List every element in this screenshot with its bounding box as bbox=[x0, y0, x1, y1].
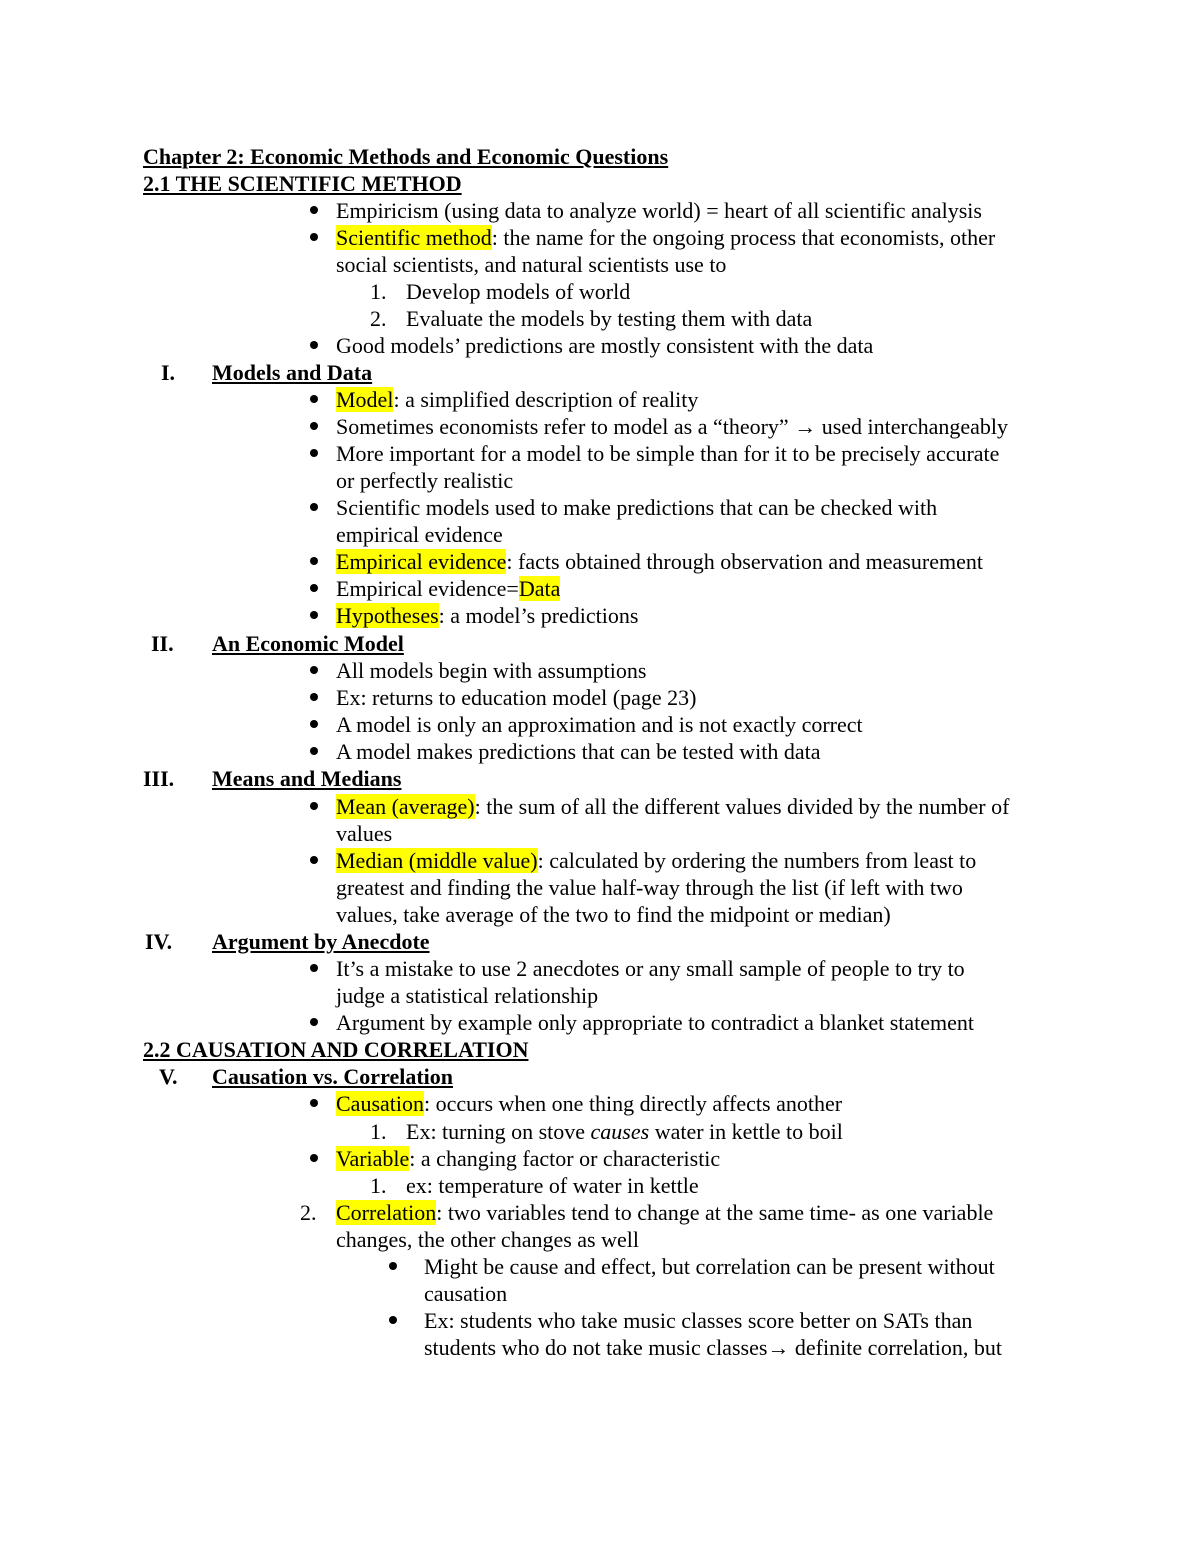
section-2-1-heading-line bbox=[0, 170, 1200, 197]
bullet-icon bbox=[310, 584, 318, 592]
bullet-icon bbox=[389, 1262, 397, 1270]
item-text: Develop models of world bbox=[406, 279, 631, 304]
item-text bbox=[406, 1118, 843, 1145]
bullet-icon bbox=[310, 503, 318, 511]
list-item-continuation bbox=[0, 1280, 1200, 1307]
list-item bbox=[0, 440, 1200, 467]
bullet-icon bbox=[310, 422, 318, 430]
section-heading-line bbox=[0, 1063, 1200, 1090]
bullet-text: Argument by example only appropriate to contradict a blanket statement bbox=[336, 1010, 974, 1035]
section-heading-line bbox=[0, 359, 1200, 386]
list-item bbox=[0, 738, 1200, 765]
bullet-icon bbox=[310, 557, 318, 565]
continuation-text: changes, the other changes as well bbox=[336, 1227, 639, 1252]
list-item bbox=[0, 657, 1200, 684]
text-part: Ex: turning on stove bbox=[406, 1119, 591, 1144]
continuation-text: empirical evidence bbox=[336, 522, 503, 547]
arrow-icon: → bbox=[794, 414, 817, 439]
bullet-text: Ex: students who take music classes score better on SATs than bbox=[424, 1308, 973, 1333]
highlighted-term: Data bbox=[518, 576, 561, 601]
item-number: 1. bbox=[370, 1119, 387, 1144]
bullet-icon bbox=[310, 1018, 318, 1026]
roman-numeral: II. bbox=[151, 631, 174, 656]
bullet-text bbox=[336, 575, 560, 602]
highlighted-term: Scientific method bbox=[336, 225, 492, 250]
list-item-continuation bbox=[0, 901, 1200, 928]
bullet-icon bbox=[310, 964, 318, 972]
sub-list-item bbox=[0, 1307, 1200, 1334]
text-part: students who do not take music classes bbox=[424, 1335, 768, 1360]
continuation-text bbox=[424, 1334, 1002, 1361]
list-item bbox=[0, 1145, 1200, 1172]
doc-title-line bbox=[0, 143, 1200, 170]
list-item bbox=[0, 575, 1200, 602]
definition-text: : facts obtained through observation and measurement bbox=[506, 549, 983, 574]
roman-numeral: V. bbox=[159, 1064, 178, 1089]
bullet-icon bbox=[310, 720, 318, 728]
highlighted-term: Model bbox=[336, 387, 394, 412]
continuation-text: values bbox=[336, 821, 393, 846]
numbered-item bbox=[0, 1199, 1200, 1226]
bullet-text bbox=[336, 1090, 842, 1117]
numbered-item bbox=[0, 1172, 1200, 1199]
list-item bbox=[0, 548, 1200, 575]
bullet-icon bbox=[389, 1316, 397, 1324]
bullet-text: A model is only an approximation and is not exactly correct bbox=[336, 712, 863, 737]
bullet-text bbox=[336, 386, 698, 413]
list-item bbox=[0, 793, 1200, 820]
continuation-text: causation bbox=[424, 1281, 508, 1306]
bullet-text bbox=[336, 602, 638, 629]
section-heading: Means and Medians bbox=[212, 766, 402, 791]
definition-text: : the sum of all the different values divided by the number of bbox=[474, 794, 1010, 819]
italic-text: causes bbox=[590, 1119, 650, 1144]
item-text: Evaluate the models by testing them with data bbox=[406, 306, 813, 331]
continuation-text: judge a statistical relationship bbox=[336, 983, 599, 1008]
list-item bbox=[0, 684, 1200, 711]
sub-list-item bbox=[0, 1253, 1200, 1280]
bullet-text: Good models’ predictions are mostly consistent with the data bbox=[336, 333, 874, 358]
list-item-continuation bbox=[0, 874, 1200, 901]
highlighted-term: Mean (average) bbox=[336, 794, 475, 819]
bullet-text bbox=[336, 847, 976, 874]
numbered-item bbox=[0, 1118, 1200, 1145]
highlighted-term: Variable bbox=[336, 1146, 410, 1171]
roman-numeral: III. bbox=[143, 766, 175, 791]
arrow-icon: → bbox=[767, 1335, 790, 1360]
bullet-text bbox=[336, 224, 995, 251]
list-item-continuation bbox=[0, 820, 1200, 847]
bullet-icon bbox=[310, 341, 318, 349]
section-heading: Argument by Anecdote bbox=[212, 929, 430, 954]
section-heading: Causation vs. Correlation bbox=[212, 1064, 453, 1089]
continuation-text: values, take average of the two to find the midpoint or median) bbox=[336, 902, 891, 927]
item-number: 2. bbox=[300, 1200, 317, 1225]
roman-numeral: IV. bbox=[145, 929, 173, 954]
roman-numeral: I. bbox=[161, 360, 176, 385]
list-item bbox=[0, 386, 1200, 413]
list-item-continuation bbox=[0, 1334, 1200, 1361]
list-item bbox=[0, 1009, 1200, 1036]
item-number: 1. bbox=[370, 279, 387, 304]
list-item bbox=[0, 332, 1200, 359]
definition-text: : a simplified description of reality bbox=[393, 387, 699, 412]
numbered-item bbox=[0, 278, 1200, 305]
list-item bbox=[0, 847, 1200, 874]
list-item-continuation bbox=[0, 251, 1200, 278]
bullet-text: More important for a model to be simple than for it to be precisely accurate bbox=[336, 441, 1000, 466]
list-item bbox=[0, 955, 1200, 982]
bullet-icon bbox=[310, 856, 318, 864]
bullet-text: It’s a mistake to use 2 anecdotes or any small sample of people to try to bbox=[336, 956, 965, 981]
highlighted-term: Empirical evidence bbox=[336, 549, 507, 574]
numbered-item bbox=[0, 305, 1200, 332]
section-heading-line bbox=[0, 765, 1200, 792]
bullet-icon bbox=[310, 1154, 318, 1162]
continuation-text: social scientists, and natural scientists use to bbox=[336, 252, 727, 277]
bullet-text: Empiricism (using data to analyze world) = heart of all scientific analysis bbox=[336, 198, 982, 223]
bullet-text bbox=[336, 793, 1009, 820]
bullet-icon bbox=[310, 233, 318, 241]
item-number: 1. bbox=[370, 1173, 387, 1198]
bullet-icon bbox=[310, 395, 318, 403]
section-2-1-heading: 2.1 THE SCIENTIFIC METHOD bbox=[143, 171, 462, 196]
text-part: water in kettle to boil bbox=[649, 1119, 843, 1144]
highlighted-term: Causation bbox=[336, 1091, 424, 1116]
list-item-continuation bbox=[0, 467, 1200, 494]
doc-title: Chapter 2: Economic Methods and Economic Questions bbox=[143, 144, 669, 169]
section-heading: Models and Data bbox=[212, 360, 373, 385]
section-heading-line bbox=[0, 928, 1200, 955]
list-item bbox=[0, 602, 1200, 629]
bullet-icon bbox=[310, 1099, 318, 1107]
section-heading: An Economic Model bbox=[212, 631, 404, 656]
bullet-text bbox=[336, 1145, 720, 1172]
highlighted-term: Median (middle value) bbox=[336, 848, 538, 873]
definition-text: : two variables tend to change at the same time- as one variable bbox=[436, 1200, 994, 1225]
section-2-2-heading-line bbox=[0, 1036, 1200, 1063]
text-part: used interchangeably bbox=[821, 414, 1009, 439]
definition-text: : calculated by ordering the numbers from least to bbox=[537, 848, 977, 873]
item-text: ex: temperature of water in kettle bbox=[406, 1173, 699, 1198]
bullet-icon bbox=[310, 611, 318, 619]
text-part: Empirical evidence= bbox=[336, 576, 519, 601]
list-item-continuation bbox=[0, 982, 1200, 1009]
list-item-continuation bbox=[0, 1226, 1200, 1253]
continuation-text: or perfectly realistic bbox=[336, 468, 514, 493]
item-number: 2. bbox=[370, 306, 387, 331]
highlighted-term: Hypotheses bbox=[336, 603, 439, 628]
bullet-icon bbox=[310, 666, 318, 674]
list-item bbox=[0, 224, 1200, 251]
list-item bbox=[0, 494, 1200, 521]
bullet-text: Scientific models used to make predictions that can be checked with bbox=[336, 495, 938, 520]
bullet-icon bbox=[310, 693, 318, 701]
item-text bbox=[336, 1199, 993, 1226]
section-heading-line bbox=[0, 630, 1200, 657]
text-part: definite correlation, but bbox=[789, 1335, 1002, 1360]
bullet-text bbox=[336, 548, 983, 575]
list-item-continuation bbox=[0, 521, 1200, 548]
continuation-text: greatest and finding the value half-way through the list (if left with two bbox=[336, 875, 963, 900]
list-item bbox=[0, 1090, 1200, 1117]
list-item bbox=[0, 711, 1200, 738]
bullet-icon bbox=[310, 747, 318, 755]
definition-text: : occurs when one thing directly affects another bbox=[424, 1091, 843, 1116]
bullet-icon bbox=[310, 802, 318, 810]
bullet-text: All models begin with assumptions bbox=[336, 658, 647, 683]
definition-text: : a changing factor or characteristic bbox=[409, 1146, 721, 1171]
bullet-text: Ex: returns to education model (page 23) bbox=[336, 685, 697, 710]
bullet-icon bbox=[310, 206, 318, 214]
highlighted-term: Correlation bbox=[336, 1200, 437, 1225]
section-2-2-heading: 2.2 CAUSATION AND CORRELATION bbox=[143, 1037, 529, 1062]
definition-text: : the name for the ongoing process that economists, other bbox=[491, 225, 996, 250]
bullet-text: Might be cause and effect, but correlation can be present without bbox=[424, 1254, 995, 1279]
list-item bbox=[0, 413, 1200, 440]
list-item bbox=[0, 197, 1200, 224]
text-part: Sometimes economists refer to model as a “theory” bbox=[336, 414, 789, 439]
bullet-text bbox=[336, 413, 1008, 440]
definition-text: : a model’s predictions bbox=[438, 603, 639, 628]
bullet-icon bbox=[310, 449, 318, 457]
bullet-text: A model makes predictions that can be tested with data bbox=[336, 739, 821, 764]
